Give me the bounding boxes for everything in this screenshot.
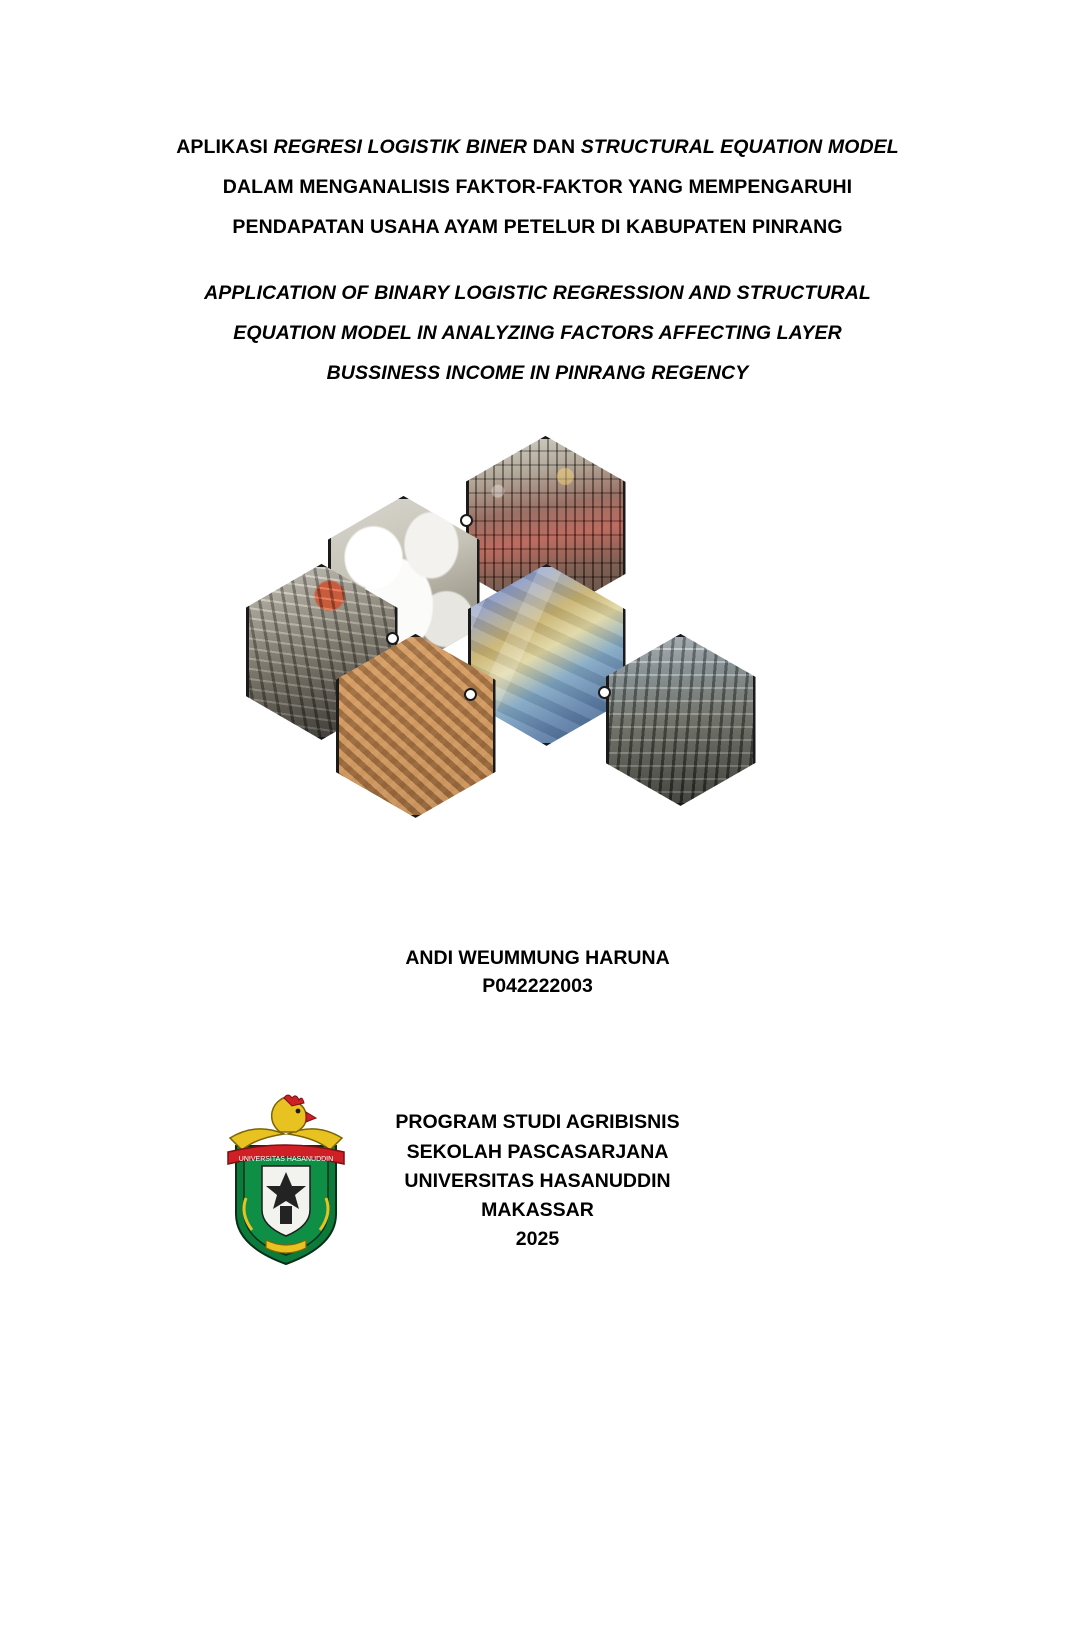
universitas-hasanuddin-logo — [222, 1094, 350, 1269]
title-english-line-1: APPLICATION OF BINARY LOGISTIC REGRESSION AND STRUCTURAL — [204, 281, 871, 304]
title-id-l1-part1: APLIKASI — [176, 136, 274, 158]
title-id-l1-part3: DAN — [527, 136, 581, 158]
title-indonesian — [0, 128, 1075, 248]
institution-block — [0, 1108, 1075, 1254]
hexagon-photo-collage — [268, 436, 808, 816]
collage-joint-dot — [460, 514, 473, 527]
title-id-l1-part4: STRUCTURAL EQUATION MODEL — [580, 136, 899, 158]
title-indonesian-line-1 — [0, 128, 1075, 168]
title-english-line-2: EQUATION MODEL IN ANALYZING FACTORS AFFECTING LAYER — [233, 321, 842, 344]
title-id-l1-part2: REGRESI LOGISTIK BINER — [273, 136, 528, 158]
institution-line-year: 2025 — [515, 1228, 560, 1251]
institution-text — [0, 1108, 1075, 1254]
thesis-cover-page — [0, 128, 1075, 1646]
logo-caption-text: UNIVERSITAS HASANUDDIN — [238, 1156, 334, 1164]
title-indonesian-line-3: PENDAPATAN USAHA AYAM PETELUR DI KABUPATEN PINRANG — [232, 215, 843, 238]
collage-joint-dot — [386, 632, 399, 645]
author-block — [0, 944, 1075, 1001]
institution-line-city: MAKASSAR — [481, 1199, 594, 1222]
title-english-line-3: BUSSINESS INCOME IN PINRANG REGENCY — [326, 361, 749, 384]
title-block — [0, 128, 1075, 394]
title-indonesian-line-2: DALAM MENGANALISIS FAKTOR-FAKTOR YANG MEMPENGARUHI — [222, 175, 853, 198]
author-student-id: P042222003 — [482, 975, 593, 998]
title-english — [0, 274, 1075, 394]
collage-joint-dot — [464, 688, 477, 701]
institution-line-program: PROGRAM STUDI AGRIBISNIS — [395, 1111, 680, 1134]
author-name: ANDI WEUMMUNG HARUNA — [405, 946, 670, 969]
institution-line-school: SEKOLAH PASCASARJANA — [406, 1140, 669, 1163]
collage-joint-dot — [598, 686, 611, 699]
institution-line-university: UNIVERSITAS HASANUDDIN — [404, 1169, 671, 1192]
poultry-house-exterior-photo — [606, 634, 756, 806]
